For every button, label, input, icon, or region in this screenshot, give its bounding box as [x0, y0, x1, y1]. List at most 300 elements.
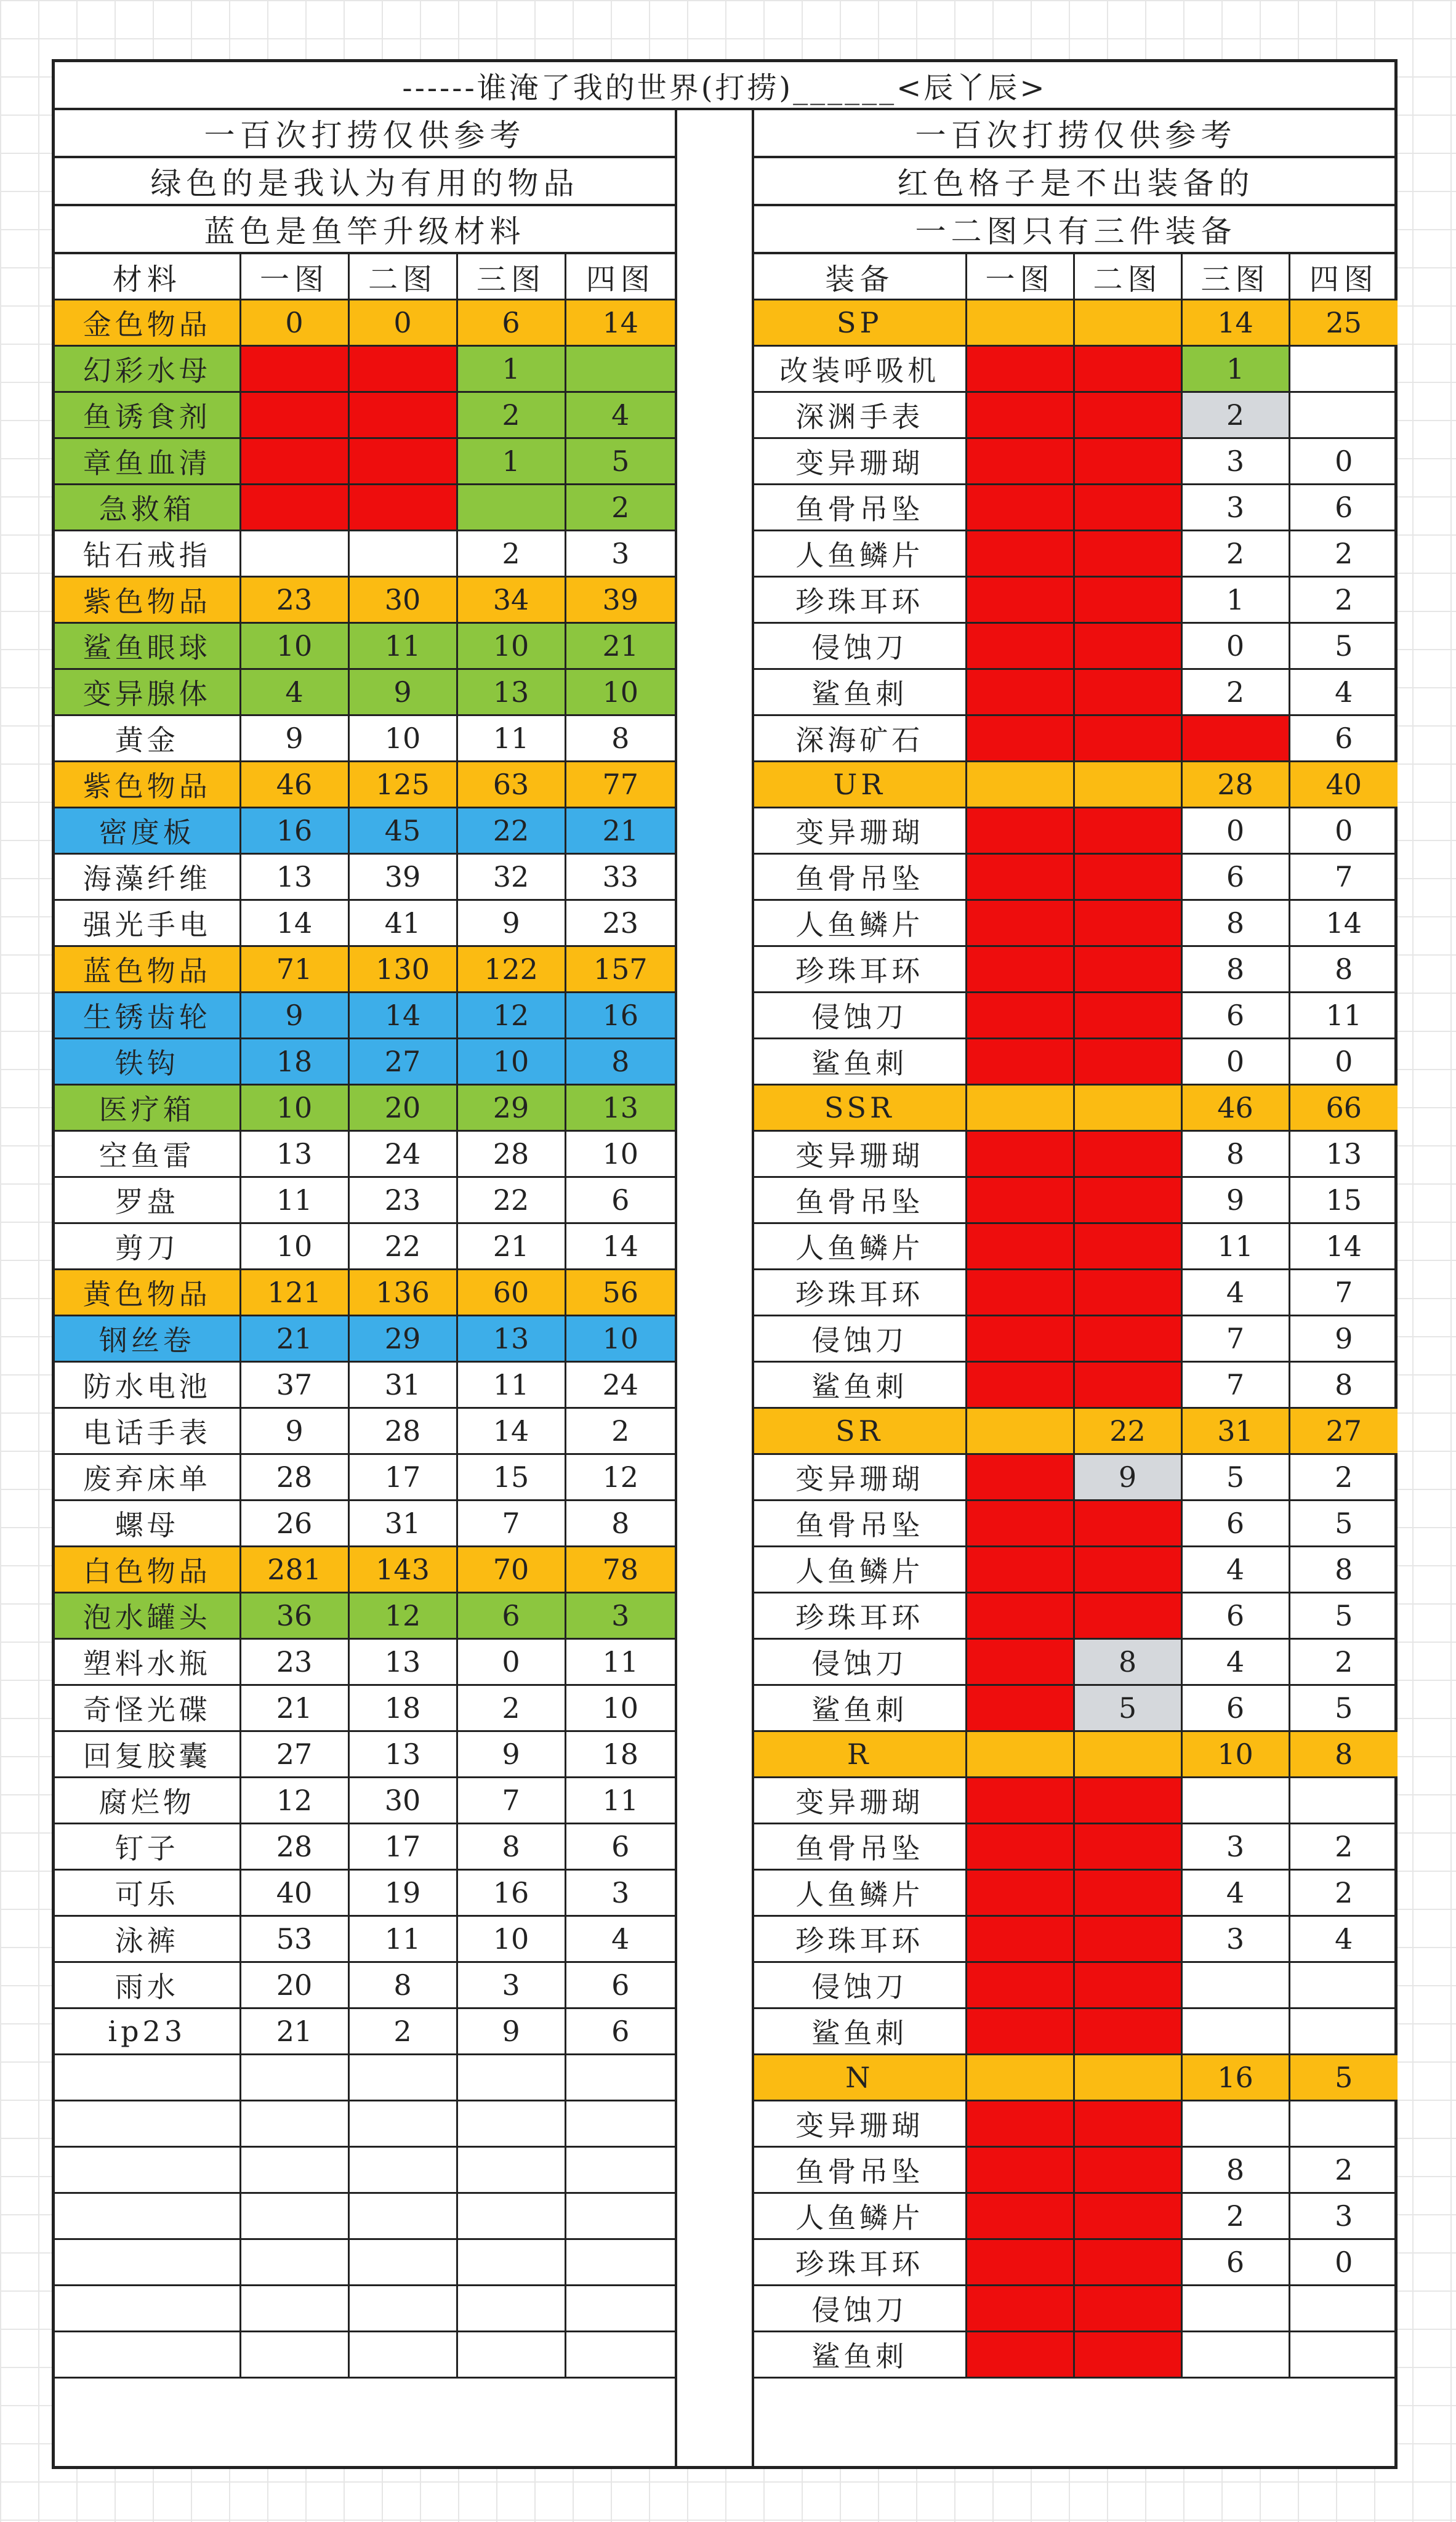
value-cell: [1074, 1270, 1181, 1316]
value-cell: [1074, 854, 1181, 900]
table-row: [55, 1824, 675, 1870]
value-cell: [1289, 1778, 1398, 1824]
value-cell: [1074, 993, 1181, 1039]
value-cell: [1074, 485, 1181, 531]
table-row: [55, 669, 675, 715]
row-label-cell: 鲨鱼刺: [754, 1362, 966, 1408]
value-cell: [240, 2286, 348, 2332]
row-label-cell: [55, 2193, 240, 2239]
table-row: [55, 346, 675, 392]
value-cell: 7: [457, 1778, 565, 1824]
value-cell: 21: [240, 1316, 348, 1362]
row-label-cell: 鱼诱食剂: [55, 392, 240, 438]
value-cell: 17: [348, 1454, 457, 1501]
table-row: [55, 1454, 675, 1501]
row-label-cell: 鱼骨吊坠: [754, 1177, 966, 1223]
value-cell: 5: [1289, 1593, 1398, 1639]
table-row: [754, 854, 1398, 900]
row-label-cell: 钉子: [55, 1824, 240, 1870]
value-cell: 6: [565, 2008, 675, 2055]
value-cell: 30: [348, 1778, 457, 1824]
value-cell: 6: [1181, 993, 1289, 1039]
value-cell: 10: [1181, 1731, 1289, 1778]
value-cell: [1074, 1501, 1181, 1547]
value-cell: 34: [457, 577, 565, 623]
value-cell: [966, 2239, 1074, 2286]
value-cell: 8: [1289, 1362, 1398, 1408]
value-cell: 9: [457, 2008, 565, 2055]
value-cell: 18: [348, 1685, 457, 1731]
table-row: [55, 1362, 675, 1408]
row-label-cell: ip23: [55, 2008, 240, 2055]
row-label-cell: 金色物品: [55, 300, 240, 346]
value-cell: 36: [240, 1593, 348, 1639]
table-row: [754, 669, 1398, 715]
table-row: [754, 1270, 1398, 1316]
value-cell: 5: [1289, 2055, 1398, 2101]
value-cell: 70: [457, 1547, 565, 1593]
table-row: [55, 1408, 675, 1454]
value-cell: 9: [348, 669, 457, 715]
col-header-map-1: 一图: [966, 254, 1074, 300]
value-cell: 10: [565, 1316, 675, 1362]
value-cell: 5: [1181, 1454, 1289, 1501]
value-cell: [966, 946, 1074, 993]
value-cell: 9: [457, 1731, 565, 1778]
value-cell: [565, 2193, 675, 2239]
row-label-cell: 黄色物品: [55, 1270, 240, 1316]
value-cell: 30: [348, 577, 457, 623]
value-cell: 0: [240, 300, 348, 346]
value-cell: [966, 854, 1074, 900]
value-cell: 5: [565, 438, 675, 485]
value-cell: 11: [565, 1778, 675, 1824]
table-row: [55, 715, 675, 762]
row-label-cell: 腐烂物: [55, 1778, 240, 1824]
value-cell: 3: [1181, 438, 1289, 485]
value-cell: 66: [1289, 1085, 1398, 1131]
table-row: [754, 1916, 1398, 1962]
row-label-cell: UR: [754, 762, 966, 808]
value-cell: [966, 1547, 1074, 1593]
value-cell: 6: [565, 1177, 675, 1223]
right-note-3: 一二图只有三件装备: [754, 206, 1398, 254]
value-cell: [240, 2055, 348, 2101]
row-label-cell: 鱼骨吊坠: [754, 1824, 966, 1870]
value-cell: 1: [457, 438, 565, 485]
row-label-cell: 罗盘: [55, 1177, 240, 1223]
value-cell: 28: [457, 1131, 565, 1177]
value-cell: 122: [457, 946, 565, 993]
value-cell: 11: [348, 1916, 457, 1962]
value-cell: 23: [240, 1639, 348, 1685]
value-cell: [1074, 531, 1181, 577]
value-cell: 3: [565, 531, 675, 577]
value-cell: 21: [565, 808, 675, 854]
table-row: [55, 1501, 675, 1547]
value-cell: [565, 2147, 675, 2193]
value-cell: 8: [1289, 946, 1398, 993]
row-label-cell: 人鱼鳞片: [754, 1547, 966, 1593]
table-row: [55, 1778, 675, 1824]
value-cell: 12: [348, 1593, 457, 1639]
left-note-3: 蓝色是鱼竿升级材料: [55, 206, 675, 254]
value-cell: 8: [565, 1039, 675, 1085]
value-cell: [966, 762, 1074, 808]
materials-table-body: [55, 300, 675, 2378]
table-row: [55, 2332, 675, 2378]
value-cell: 2: [565, 485, 675, 531]
value-cell: [240, 438, 348, 485]
value-cell: 27: [348, 1039, 457, 1085]
table-row: [754, 808, 1398, 854]
table-row: [754, 1501, 1398, 1547]
col-header-map-2: 二图: [348, 254, 457, 300]
value-cell: 11: [1289, 993, 1398, 1039]
table-row: [754, 1362, 1398, 1408]
table-row: [754, 1593, 1398, 1639]
value-cell: 10: [565, 1685, 675, 1731]
value-cell: 46: [240, 762, 348, 808]
table-row: [55, 2101, 675, 2147]
row-label-cell: 侵蚀刀: [754, 1316, 966, 1362]
value-cell: [1074, 2286, 1181, 2332]
value-cell: [966, 346, 1074, 392]
value-cell: 2: [1289, 2147, 1398, 2193]
table-row: [754, 2008, 1398, 2055]
row-label-cell: 鱼骨吊坠: [754, 485, 966, 531]
value-cell: 130: [348, 946, 457, 993]
value-cell: 18: [240, 1039, 348, 1085]
value-cell: 8: [565, 715, 675, 762]
value-cell: [966, 531, 1074, 577]
value-cell: 8: [1181, 900, 1289, 946]
value-cell: [1074, 392, 1181, 438]
row-label-cell: 鲨鱼刺: [754, 669, 966, 715]
row-label-cell: 鲨鱼刺: [754, 1685, 966, 1731]
value-cell: 11: [348, 623, 457, 669]
table-row: [55, 2239, 675, 2286]
value-cell: 2: [565, 1408, 675, 1454]
notebook-sheet: [52, 59, 1398, 2469]
value-cell: [1289, 1962, 1398, 2008]
row-label-cell: 珍珠耳环: [754, 2239, 966, 2286]
row-label-cell: 变异珊瑚: [754, 438, 966, 485]
value-cell: 2: [457, 392, 565, 438]
row-label-cell: [55, 2332, 240, 2378]
value-cell: [966, 1685, 1074, 1731]
value-cell: 45: [348, 808, 457, 854]
row-label-cell: 医疗箱: [55, 1085, 240, 1131]
value-cell: [1074, 1824, 1181, 1870]
right-note-1: 一百次打捞仅供参考: [754, 110, 1398, 158]
value-cell: 2: [1289, 577, 1398, 623]
value-cell: 32: [457, 854, 565, 900]
table-row: [754, 2101, 1398, 2147]
value-cell: [1074, 1223, 1181, 1270]
value-cell: 6: [1181, 1593, 1289, 1639]
value-cell: 10: [565, 1131, 675, 1177]
value-cell: [348, 2101, 457, 2147]
table-row: [55, 808, 675, 854]
value-cell: [966, 2332, 1074, 2378]
table-row: [754, 1454, 1398, 1501]
value-cell: 14: [457, 1408, 565, 1454]
value-cell: 2: [1289, 1870, 1398, 1916]
row-label-cell: 侵蚀刀: [754, 1639, 966, 1685]
value-cell: [966, 1223, 1074, 1270]
value-cell: 41: [348, 900, 457, 946]
value-cell: 8: [348, 1962, 457, 2008]
value-cell: [966, 1501, 1074, 1547]
value-cell: [966, 808, 1074, 854]
value-cell: 2: [1289, 1639, 1398, 1685]
value-cell: 3: [457, 1962, 565, 2008]
value-cell: [966, 2101, 1074, 2147]
row-label-cell: 泳裤: [55, 1916, 240, 1962]
value-cell: [565, 2239, 675, 2286]
row-label-cell: 回复胶囊: [55, 1731, 240, 1778]
value-cell: 23: [240, 577, 348, 623]
value-cell: 20: [240, 1962, 348, 2008]
row-label-cell: 空鱼雷: [55, 1131, 240, 1177]
value-cell: 39: [565, 577, 675, 623]
value-cell: 28: [240, 1824, 348, 1870]
row-label-cell: 变异腺体: [55, 669, 240, 715]
value-cell: 12: [565, 1454, 675, 1501]
row-label-cell: 白色物品: [55, 1547, 240, 1593]
table-row: [55, 2286, 675, 2332]
value-cell: 2: [1289, 1454, 1398, 1501]
value-cell: 25: [1289, 300, 1398, 346]
value-cell: 22: [457, 1177, 565, 1223]
value-cell: [1074, 808, 1181, 854]
table-row: [55, 2147, 675, 2193]
value-cell: 8: [1289, 1731, 1398, 1778]
value-cell: 1: [457, 346, 565, 392]
value-cell: [966, 2147, 1074, 2193]
table-row: [55, 854, 675, 900]
value-cell: [457, 2239, 565, 2286]
value-cell: 2: [1181, 669, 1289, 715]
value-cell: 22: [1074, 1408, 1181, 1454]
value-cell: 13: [1289, 1131, 1398, 1177]
table-row: [55, 1177, 675, 1223]
value-cell: [1074, 1316, 1181, 1362]
row-label-cell: 钻石戒指: [55, 531, 240, 577]
value-cell: [348, 485, 457, 531]
value-cell: 7: [1289, 1270, 1398, 1316]
row-label-cell: 雨水: [55, 1962, 240, 2008]
value-cell: [240, 2147, 348, 2193]
value-cell: [966, 300, 1074, 346]
row-label-cell: [55, 2239, 240, 2286]
value-cell: 71: [240, 946, 348, 993]
value-cell: 4: [1289, 669, 1398, 715]
value-cell: 8: [1181, 1131, 1289, 1177]
value-cell: 10: [457, 1039, 565, 1085]
value-cell: 21: [240, 2008, 348, 2055]
row-label-cell: 变异珊瑚: [754, 2101, 966, 2147]
row-label-cell: 侵蚀刀: [754, 2286, 966, 2332]
value-cell: 0: [1289, 1039, 1398, 1085]
value-cell: 4: [565, 392, 675, 438]
value-cell: 10: [240, 1085, 348, 1131]
value-cell: 3: [1181, 485, 1289, 531]
value-cell: 0: [1289, 2239, 1398, 2286]
table-row: [754, 762, 1398, 808]
value-cell: 9: [240, 1408, 348, 1454]
value-cell: 281: [240, 1547, 348, 1593]
value-cell: 1: [1181, 577, 1289, 623]
value-cell: 40: [240, 1870, 348, 1916]
value-cell: 53: [240, 1916, 348, 1962]
row-label-cell: 人鱼鳞片: [754, 1870, 966, 1916]
value-cell: [240, 531, 348, 577]
value-cell: 7: [1289, 854, 1398, 900]
value-cell: 3: [1289, 2193, 1398, 2239]
value-cell: [457, 2286, 565, 2332]
table-row: [55, 1685, 675, 1731]
table-row: [754, 946, 1398, 993]
value-cell: [1181, 2008, 1289, 2055]
value-cell: 12: [457, 993, 565, 1039]
row-label-cell: [55, 2055, 240, 2101]
row-label-cell: SP: [754, 300, 966, 346]
value-cell: [1074, 300, 1181, 346]
value-cell: 2: [1289, 531, 1398, 577]
row-label-cell: 变异珊瑚: [754, 1778, 966, 1824]
value-cell: 31: [1181, 1408, 1289, 1454]
row-label-cell: 鲨鱼刺: [754, 1039, 966, 1085]
value-cell: 8: [1181, 2147, 1289, 2193]
row-label-cell: 可乐: [55, 1870, 240, 1916]
value-cell: 4: [1181, 1270, 1289, 1316]
table-row: [754, 392, 1398, 438]
value-cell: 9: [240, 993, 348, 1039]
table-row: [754, 1731, 1398, 1778]
value-cell: 4: [565, 1916, 675, 1962]
row-label-cell: 人鱼鳞片: [754, 2193, 966, 2239]
table-row: [754, 1085, 1398, 1131]
value-cell: 37: [240, 1362, 348, 1408]
table-row: [754, 623, 1398, 669]
value-cell: 31: [348, 1362, 457, 1408]
row-label-cell: 蓝色物品: [55, 946, 240, 993]
value-cell: [966, 669, 1074, 715]
value-cell: 2: [1181, 2193, 1289, 2239]
row-label-cell: 改装呼吸机: [754, 346, 966, 392]
value-cell: 33: [565, 854, 675, 900]
value-cell: [348, 2286, 457, 2332]
row-label-cell: 黄金: [55, 715, 240, 762]
value-cell: [1074, 1085, 1181, 1131]
value-cell: 40: [1289, 762, 1398, 808]
row-label-cell: 螺母: [55, 1501, 240, 1547]
table-row: [754, 300, 1398, 346]
table-row: [55, 993, 675, 1039]
value-cell: [966, 1362, 1074, 1408]
value-cell: 5: [1289, 1501, 1398, 1547]
value-cell: [966, 1316, 1074, 1362]
value-cell: [966, 715, 1074, 762]
value-cell: 8: [457, 1824, 565, 1870]
left-note-2: 绿色的是我认为有用的物品: [55, 158, 675, 206]
row-label-cell: 鲨鱼刺: [754, 2008, 966, 2055]
value-cell: 8: [565, 1501, 675, 1547]
value-cell: [457, 2101, 565, 2147]
value-cell: 6: [565, 1824, 675, 1870]
row-label-cell: 海藻纤维: [55, 854, 240, 900]
table-row: [754, 346, 1398, 392]
value-cell: 11: [457, 1362, 565, 1408]
col-header-map-3: 三图: [1181, 254, 1289, 300]
value-cell: [1074, 1039, 1181, 1085]
table-row: [55, 577, 675, 623]
value-cell: 0: [1289, 438, 1398, 485]
value-cell: 78: [565, 1547, 675, 1593]
table-row: [754, 1547, 1398, 1593]
value-cell: [1074, 1731, 1181, 1778]
value-cell: 14: [565, 1223, 675, 1270]
value-cell: 8: [1181, 946, 1289, 993]
table-row: [754, 1039, 1398, 1085]
value-cell: 21: [240, 1685, 348, 1731]
value-cell: 7: [457, 1501, 565, 1547]
value-cell: 4: [1181, 1870, 1289, 1916]
value-cell: 8: [1074, 1639, 1181, 1685]
table-row: [55, 1593, 675, 1639]
table-row: [55, 2193, 675, 2239]
table-row: [754, 1223, 1398, 1270]
row-label-cell: 人鱼鳞片: [754, 1223, 966, 1270]
value-cell: 24: [348, 1131, 457, 1177]
value-cell: 3: [1181, 1916, 1289, 1962]
value-cell: [1074, 900, 1181, 946]
value-cell: [457, 485, 565, 531]
value-cell: 28: [1181, 762, 1289, 808]
table-row: [754, 1131, 1398, 1177]
value-cell: [1074, 2055, 1181, 2101]
row-label-cell: 深渊手表: [754, 392, 966, 438]
value-cell: 13: [457, 1316, 565, 1362]
row-label-cell: [55, 2147, 240, 2193]
value-cell: [966, 993, 1074, 1039]
value-cell: 6: [1289, 485, 1398, 531]
row-label-cell: 钢丝卷: [55, 1316, 240, 1362]
value-cell: 24: [565, 1362, 675, 1408]
col-header-equipment: 装备: [754, 254, 966, 300]
value-cell: [348, 2239, 457, 2286]
value-cell: 0: [1181, 808, 1289, 854]
value-cell: [1074, 669, 1181, 715]
value-cell: [1074, 1916, 1181, 1962]
value-cell: [966, 2008, 1074, 2055]
table-row: [754, 485, 1398, 531]
row-label-cell: 紫色物品: [55, 577, 240, 623]
value-cell: 60: [457, 1270, 565, 1316]
value-cell: 4: [240, 669, 348, 715]
value-cell: 10: [240, 1223, 348, 1270]
value-cell: [1074, 946, 1181, 993]
table-row: [754, 1316, 1398, 1362]
value-cell: 18: [565, 1731, 675, 1778]
value-cell: 9: [1181, 1177, 1289, 1223]
value-cell: 3: [565, 1593, 675, 1639]
value-cell: [348, 2193, 457, 2239]
row-label-cell: 电话手表: [55, 1408, 240, 1454]
table-row: [55, 1039, 675, 1085]
